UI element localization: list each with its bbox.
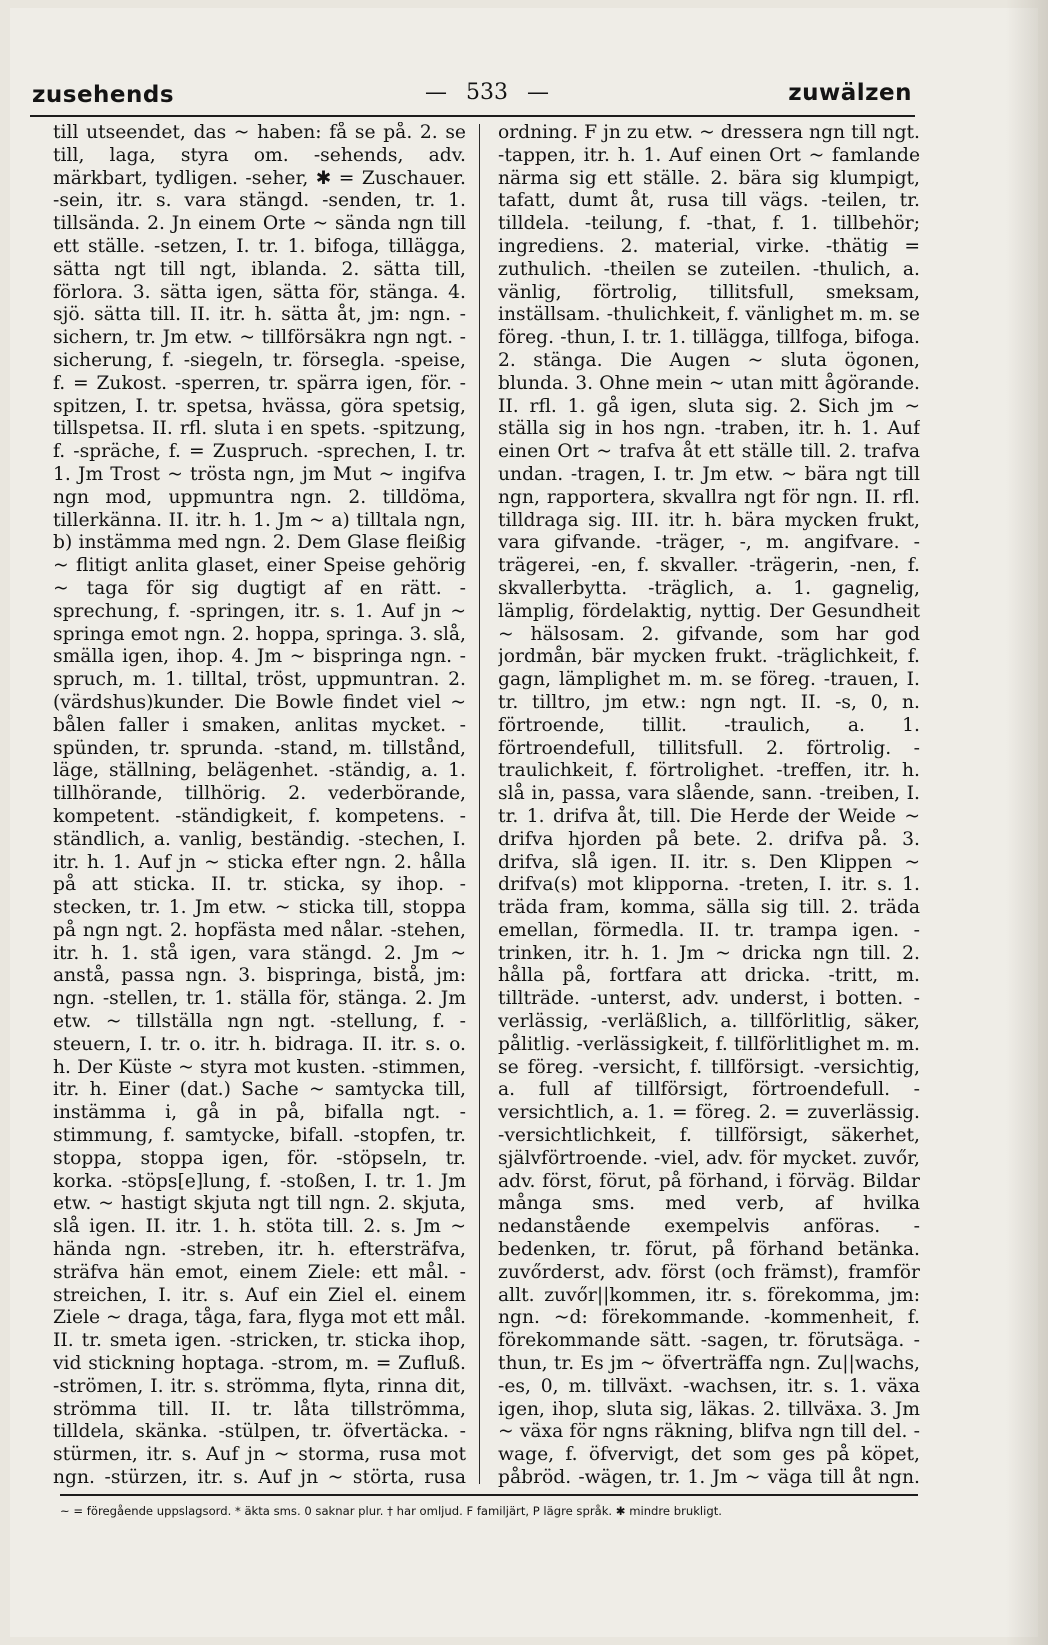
guide-word-right: zuwälzen <box>788 80 912 106</box>
right-column <box>498 122 920 1488</box>
right-column-text: ordning. F jn zu etw. ~ dressera ngn till ngt. -tappen, itr. h. 1. Auf einen Ort ~ famlande närma sig ett ställe. 2. bära sig klumpigt, tafatt, dumt åt, rusa till vägs. -teilen, tr. tilldela. -teilung, f. -that, f. 1. tillbehör; ingrediens. 2. material, virke. -thätig = zuthulich. -theilen se zuteilen. -thulich, a. vänlig, förtrolig, tillitsfull, smeksam, inställsam. -thulichkeit, f. vänlighet m. m. se föreg. -thun, I. tr. 1. tillägga, tillfoga, bifoga. 2. stänga. Die Augen ~ sluta ögonen, blunda. 3. Ohne mein ~ utan mitt ågörande. II. rfl. 1. gå igen, sluta sig. 2. Sich jm ~ ställa sig in hos ngn. -traben, itr. h. 1. Auf einen Ort ~ trafva åt ett ställe till. 2. trafva undan. -tragen, I. tr. Jm etw. ~ bära ngt till ngn, rapportera, skvallra ngt för ngn. II. rfl. tilldraga sig. III. itr. h. bära mycken frukt, vara gifvande. -träger, -, m. angifvare. -trägerei, -en, f. skvaller. -trägerin, -nen, f. skvallerbytta. -träglich, a. 1. gagnelig, lämplig, fördelaktig, nyttig. Der Gesundheit ~ hälsosam. 2. gifvande, som har god jordmån, bär mycken frukt. -träglichkeit, f. gagn, lämplighet m. m. se föreg. -trauen, I. tr. tilltro, jm etw.: ngn ngt. II. -s, 0, n. förtroende, tillit. -traulich, a. 1. förtroendefull, tillitsfull. 2. förtrolig. -traulichkeit, f. förtrolighet. -treffen, itr. h. slå in, passa, vara slående, sann. -treiben, I. tr. 1. drifva åt, till. Die Herde der Weide ~ drifva hjorden på bete. 2. drifva på. 3. drifva, slå igen. II. itr. s. Den Klippen ~ drifva(s) mot klipporna. -treten, I. itr. s. 1. träda fram, komma, sälla sig till. 2. träda emellan, förmedla. II. tr. trampa igen. -trinken, itr. h. 1. Jm ~ dricka ngn till. 2. hålla på, fortfara att dricka. -tritt, m. tillträde. -unterst, adv. underst, i botten. -verlässig, -verläßlich, a. tillförlitlig, säker, pålitlig. -verlässigkeit, f. tillförlitlighet m. m. se föreg. -versicht, f. tillförsigt. -versichtig, a. full af tillförsigt, förtroendefull. -versichtlich, a. 1. = föreg. 2. = zuverlässig. -versichtlichkeit, f. tillförsigt, säkerhet, självförtroende. -viel, adv. för mycket. zuvőr, adv. först, förut, på förhand, i förväg. Bildar många sms. med verb, af hvilka nedanstående exempelvis anföras. -bedenken, tr. förut, på förhand betänka. zuvőrderst, adv. först (och främst), framför allt. zuvőr||kommen, itr. s. förekomma, jm: ngn. ~d: förekommande. -kommenheit, f. förekommande sätt. -sagen, tr. förutsäga. -thun, tr. Es jm ~ öfverträffa ngn. Zu||wachs, -es, 0, m. tillväxt. -wachsen, itr. s. 1. växa igen, ihop, sluta sig, läkas. 2. tillväxa. 3. Jm ~ växa för ngns räkning, blifva ngn till del. -wage, f. öfvervigt, det som ges på köpet, påbröd. -wägen, tr. 1. Jm ~ väga till åt ngn. <box>498 122 920 1488</box>
page-header <box>32 74 912 114</box>
header-rule <box>30 115 915 117</box>
guide-word-left: zusehends <box>32 82 175 108</box>
column-divider <box>479 124 480 1484</box>
page-number: — 533 — <box>425 80 549 105</box>
abbreviation-legend: ~ = föregående uppslagsord. * äkta sms. 0 saknar plur. † har omljud. F familjärt, P lägre språk. ✱ mindre brukligt. <box>60 1504 722 1518</box>
footer-rule <box>60 1494 918 1496</box>
left-column <box>53 122 466 1488</box>
left-column-text: till utseendet, das ~ haben: få se på. 2. se till, laga, styra om. -sehends, adv. märkbart, tydligen. -seher, ✱ = Zuschauer. -sein, itr. s. vara stängd. -senden, tr. 1. tillsända. 2. Jn einem Orte ~ sända ngn till ett ställe. -setzen, I. tr. 1. bifoga, tillägga, sätta ngt till ngt, iblanda. 2. sätta till, förlora. 3. sätta igen, sätta för, stänga. 4. sjö. sätta till. II. itr. h. sätta åt, jm: ngn. -sichern, tr. Jm etw. ~ tillförsäkra ngn ngt. -sicherung, f. -siegeln, tr. försegla. -speise, f. = Zukost. -sperren, tr. spärra igen, för. -spitzen, I. tr. spetsa, hvässa, göra spetsig, tillspetsa. II. rfl. sluta i en spets. -spitzung, f. -spräche, f. = Zuspruch. -sprechen, I. tr. 1. Jm Trost ~ trösta ngn, jm Mut ~ ingifva ngn mod, uppmuntra ngn. 2. tilldöma, tillerkänna. II. itr. h. 1. Jm ~ a) tilltala ngn, b) instämma med ngn. 2. Dem Glase fleißig ~ flitigt anlita glaset, einer Speise gehörig ~ taga för sig dugtigt af en rätt. -sprechung, f. -springen, itr. s. 1. Auf jn ~ springa emot ngn. 2. hoppa, springa. 3. slå, smälla igen, ihop. 4. Jm ~ bispringa ngn. -spruch, m. 1. tilltal, tröst, uppmuntran. 2. (värdshus)kunder. Die Bowle findet viel ~ bålen faller i smaken, anlitas mycket. -spünden, tr. sprunda. -stand, m. tillstånd, läge, ställning, belägenhet. -ständig, a. 1. tillhörande, tillhörig. 2. vederbörande, kompetent. -ständigkeit, f. kompetens. -ständlich, a. vanlig, beständig. -stechen, I. itr. h. 1. Auf jn ~ sticka efter ngn. 2. hålla på att sticka. II. tr. sticka, sy ihop. -stecken, tr. 1. Jm etw. ~ sticka till, stoppa på ngn ngt. 2. hopfästa med nålar. -stehen, itr. h. 1. stå igen, vara stängd. 2. Jm ~ anstå, passa ngn. 3. bispringa, bistå, jm: ngn. -stellen, tr. 1. ställa för, stänga. 2. Jm etw. ~ tillställa ngn ngt. -stellung, f. -steuern, I. tr. o. itr. h. bidraga. II. itr. s. o. h. Der Küste ~ styra mot kusten. -stimmen, itr. h. Einer (dat.) Sache ~ samtycka till, instämma i, gå in på, bifalla ngt. -stimmung, f. samtycke, bifall. -stopfen, tr. stoppa, stoppa igen, för. -stöpseln, tr. korka. -stöps[e]lung, f. -stoßen, I. tr. 1. Jm etw. ~ hastigt skjuta ngt till ngn. 2. skjuta, slå igen. II. itr. 1. h. stöta till. 2. s. Jm ~ hända ngn. -streben, itr. h. eftersträfva, sträfva hän emot, einem Ziele: ett mål. -streichen, I. itr. s. Auf ein Ziel el. einem Ziele ~ draga, tåga, fara, flyga mot ett mål. II. tr. smeta igen. -stricken, tr. sticka ihop, vid stickning hoptaga. -strom, m. = Zufluß. -strömen, I. itr. s. strömma, flyta, rinna dit, strömma till. II. tr. låta tillströmma, tilldela, skänka. -stülpen, tr. öfvertäcka. -stürmen, itr. s. Auf jn ~ storma, rusa mot ngn. -stürzen, itr. s. Auf jn ~ störta, rusa <box>53 122 466 1488</box>
page-edge-shadow <box>1006 0 1048 1645</box>
